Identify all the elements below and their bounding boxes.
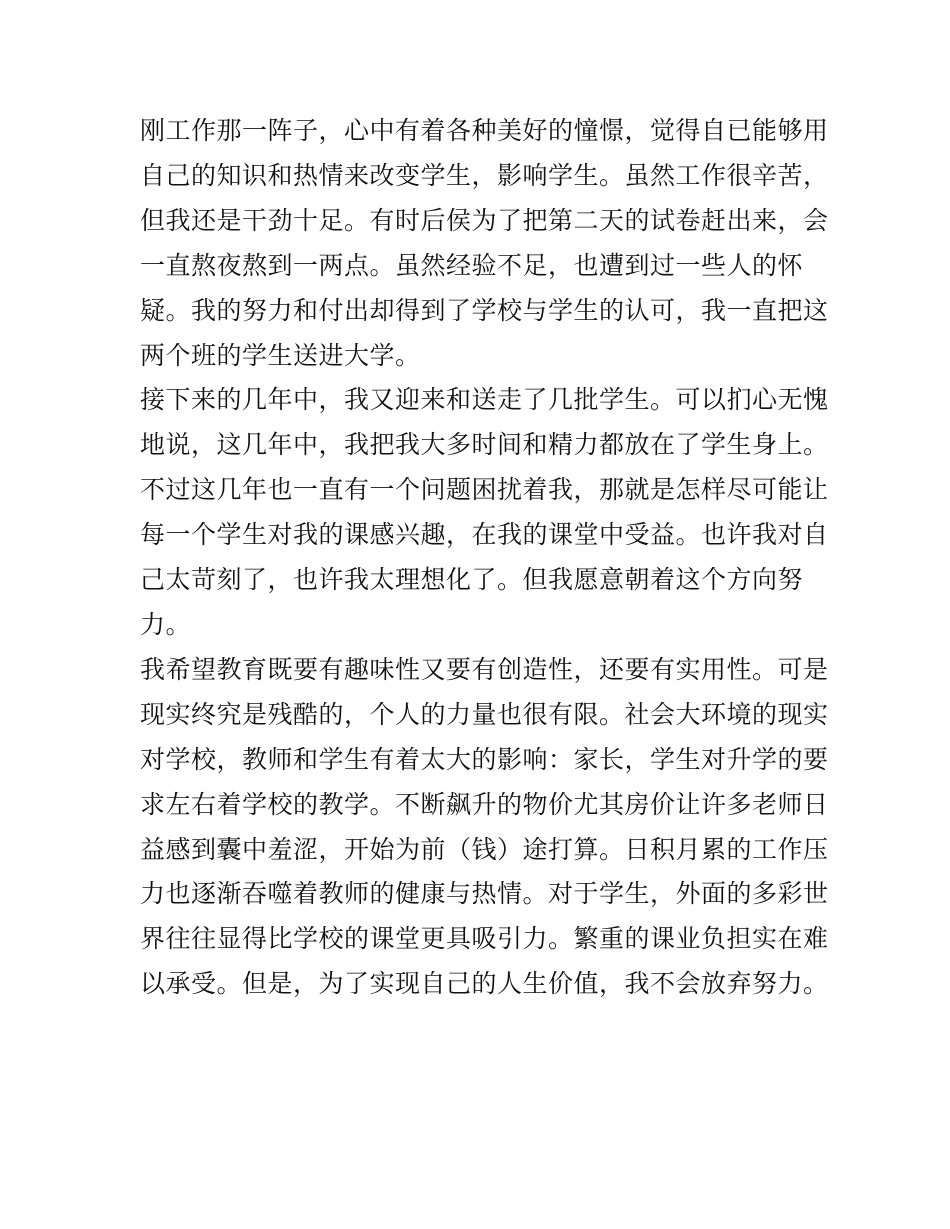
text-line: 力也逐渐吞噬着教师的健康与热情。对于学生，外面的多彩世 bbox=[140, 879, 829, 909]
text-line: 自己的知识和热情来改变学生，影响学生。虽然工作很辛苦， bbox=[140, 160, 829, 190]
text-line: 地说，这几年中，我把我大多时间和精力都放在了学生身上。 bbox=[140, 430, 829, 460]
text-line: 现实终究是残酷的，个人的力量也很有限。社会大环境的现实 bbox=[140, 699, 829, 729]
text-line: 己太苛刻了，也许我太理想化了。但我愿意朝着这个方向努 bbox=[140, 565, 804, 595]
text-line: 一直熬夜熬到一两点。虽然经验不足，也遭到过一些人的怀 bbox=[140, 250, 804, 280]
text-line: 界往往显得比学校的课堂更具吸引力。繁重的课业负担实在难 bbox=[140, 924, 829, 954]
text-line: 每一个学生对我的课感兴趣，在我的课堂中受益。也许我对自 bbox=[140, 520, 829, 550]
body-text bbox=[140, 109, 829, 1007]
text-line: 我希望教育既要有趣味性又要有创造性，还要有实用性。可是 bbox=[140, 654, 829, 684]
text-line: 疑。我的努力和付出却得到了学校与学生的认可，我一直把这 bbox=[140, 295, 829, 325]
text-line: 两个班的学生送进大学。 bbox=[140, 340, 421, 370]
text-line: 对学校，教师和学生有着太大的影响：家长，学生对升学的要 bbox=[140, 744, 829, 774]
text-line: 以承受。但是，为了实现自己的人生价值，我不会放弃努力。 bbox=[140, 969, 829, 999]
text-line: 接下来的几年中，我又迎来和送走了几批学生。可以扪心无愧 bbox=[140, 385, 829, 415]
text-line: 力。 bbox=[140, 609, 192, 639]
text-line: 益感到囊中羞涩，开始为前（钱）途打算。日积月累的工作压 bbox=[140, 834, 829, 864]
text-line: 不过这几年也一直有一个问题困扰着我，那就是怎样尽可能让 bbox=[140, 475, 829, 505]
text-line: 但我还是干劲十足。有时后侯为了把第二天的试卷赶出来，会 bbox=[140, 205, 829, 235]
text-line: 刚工作那一阵子，心中有着各种美好的憧憬，觉得自已能够用 bbox=[140, 116, 829, 145]
text-line: 求左右着学校的教学。不断飙升的物价尤其房价让许多老师日 bbox=[140, 789, 829, 819]
